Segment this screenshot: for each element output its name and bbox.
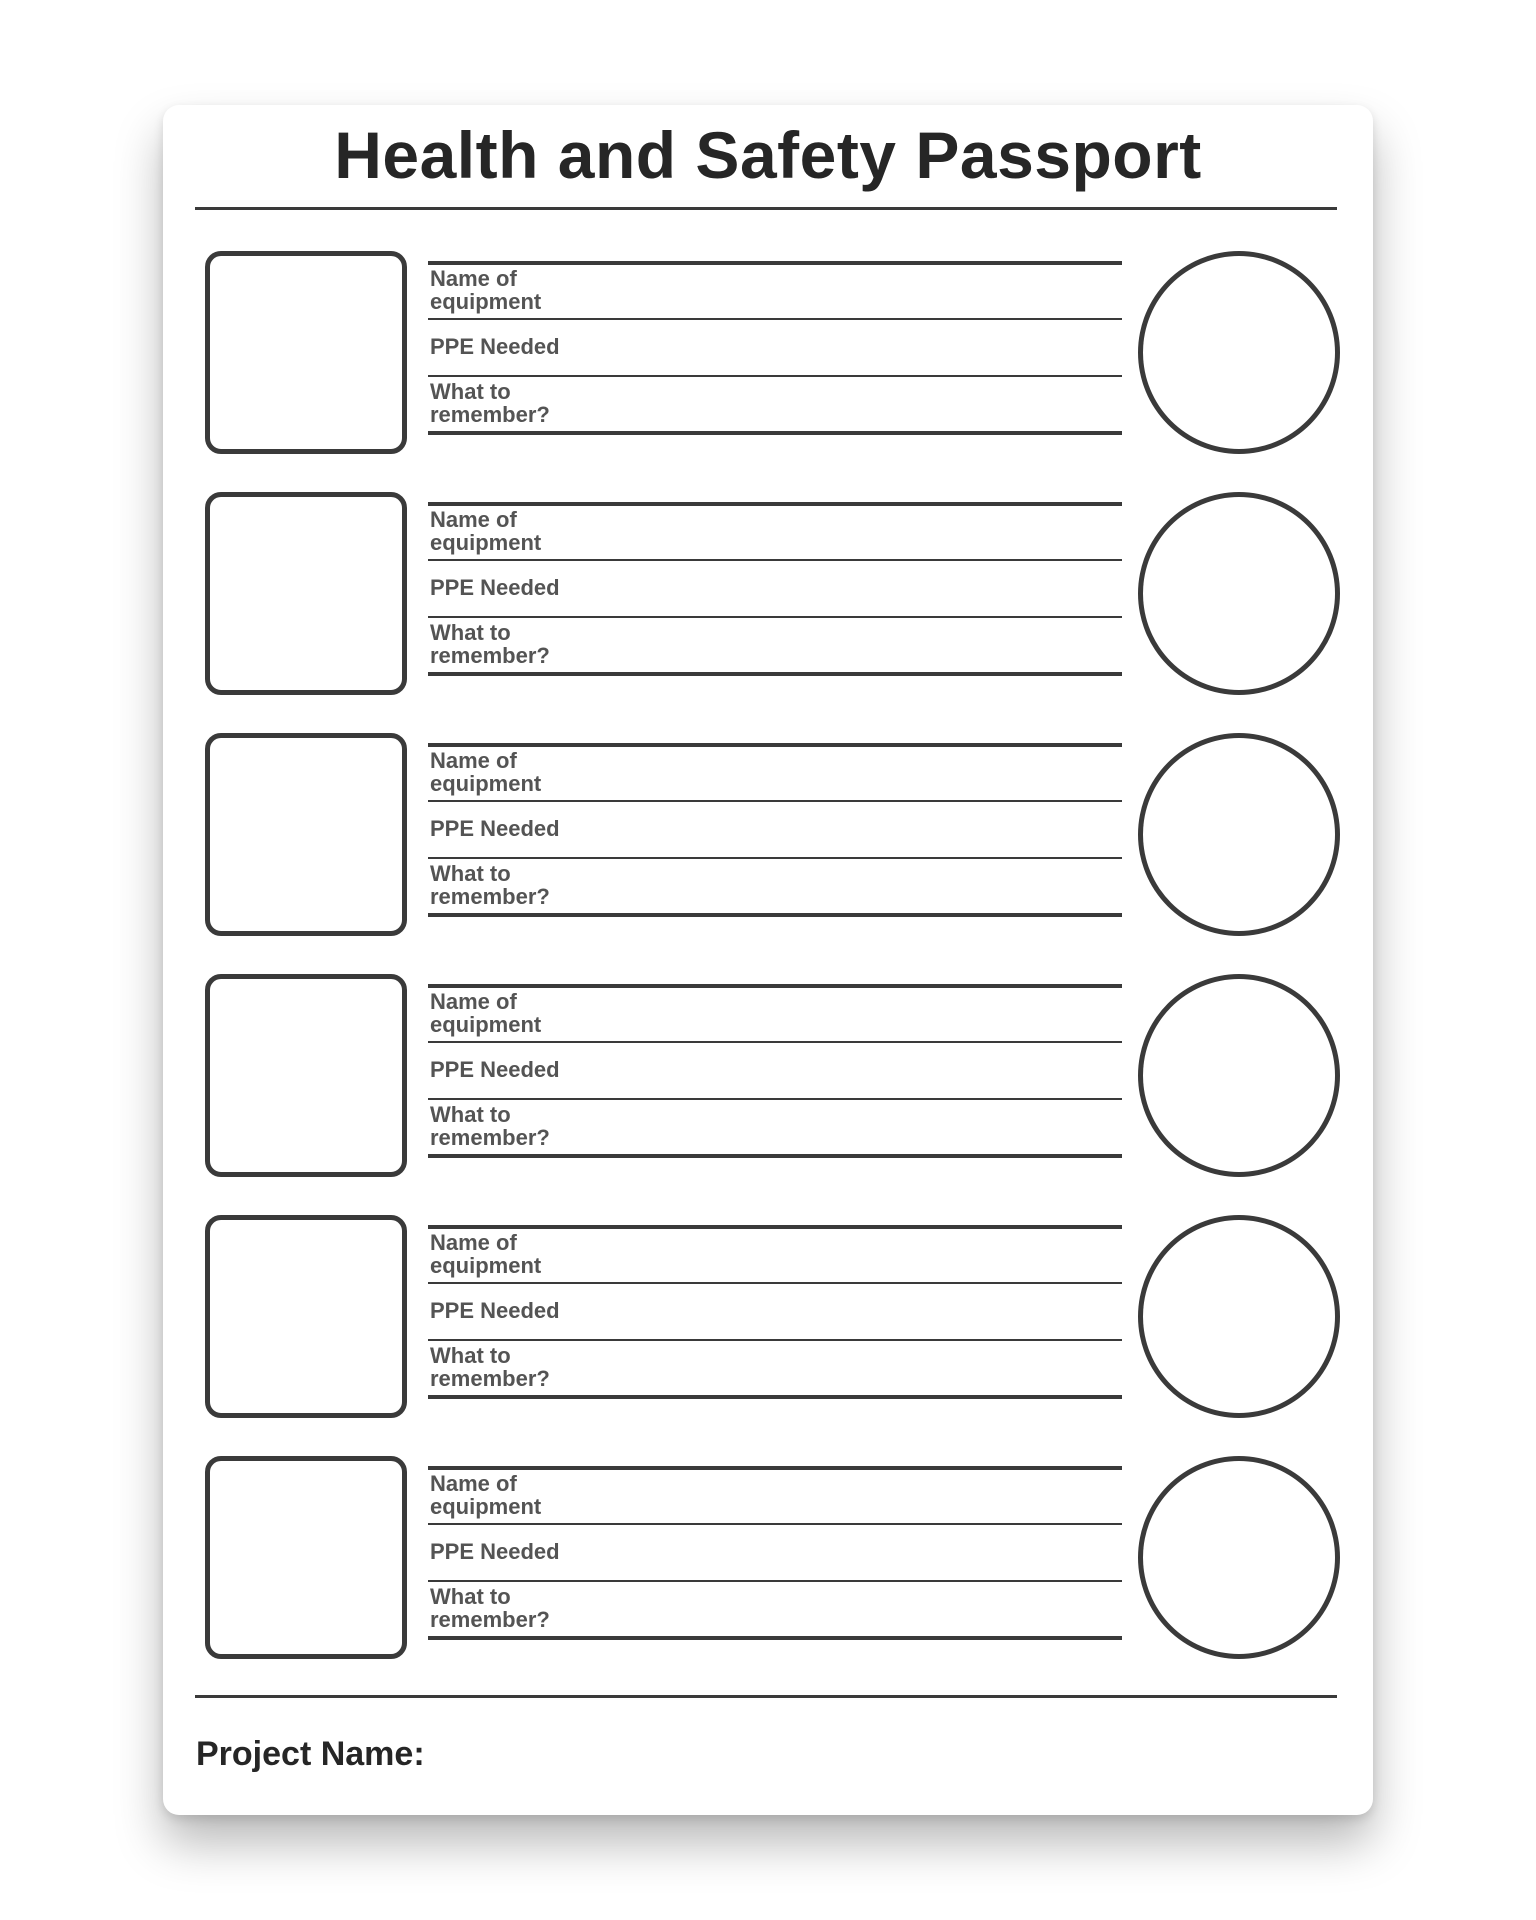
page-title: Health and Safety Passport xyxy=(334,118,1202,192)
field-line xyxy=(428,431,1122,435)
field-line xyxy=(428,984,1122,988)
field-line xyxy=(428,1636,1122,1640)
what-to-remember-label: What to remember? xyxy=(430,1343,550,1391)
entry-fields xyxy=(428,1466,1122,1640)
field-line xyxy=(428,672,1122,676)
title-divider xyxy=(195,207,1337,210)
ppe-needed-label: PPE Needed xyxy=(430,1057,560,1082)
field-line xyxy=(428,857,1122,859)
equipment-picture-box[interactable] xyxy=(205,974,407,1177)
field-line xyxy=(428,1339,1122,1341)
what-to-remember-label: What to remember? xyxy=(430,1584,550,1632)
sign-off-circle[interactable] xyxy=(1138,1215,1340,1418)
what-to-remember-label: What to remember? xyxy=(430,1102,550,1150)
equipment-entry xyxy=(163,251,1373,451)
equipment-name-label: Name of equipment xyxy=(430,507,542,555)
sign-off-circle[interactable] xyxy=(1138,492,1340,695)
ppe-needed-label: PPE Needed xyxy=(430,816,560,841)
equipment-entry xyxy=(163,492,1373,692)
passport-sheet xyxy=(163,105,1373,1815)
what-to-remember-label: What to remember? xyxy=(430,379,550,427)
footer-divider xyxy=(195,1695,1337,1698)
equipment-picture-box[interactable] xyxy=(205,1215,407,1418)
field-line xyxy=(428,1282,1122,1284)
field-line xyxy=(428,375,1122,377)
ppe-needed-label: PPE Needed xyxy=(430,575,560,600)
field-line xyxy=(428,1580,1122,1582)
sign-off-circle[interactable] xyxy=(1138,1456,1340,1659)
project-name-label: Project Name: xyxy=(196,1735,425,1773)
field-line xyxy=(428,1225,1122,1229)
what-to-remember-label: What to remember? xyxy=(430,620,550,668)
equipment-entry xyxy=(163,1215,1373,1415)
what-to-remember-label: What to remember? xyxy=(430,861,550,909)
equipment-name-label: Name of equipment xyxy=(430,989,542,1037)
field-line xyxy=(428,913,1122,917)
field-line xyxy=(428,261,1122,265)
field-line xyxy=(428,559,1122,561)
field-line xyxy=(428,1098,1122,1100)
field-line xyxy=(428,318,1122,320)
field-line xyxy=(428,743,1122,747)
equipment-entry xyxy=(163,974,1373,1174)
equipment-entry xyxy=(163,733,1373,933)
equipment-entry xyxy=(163,1456,1373,1656)
field-line xyxy=(428,800,1122,802)
field-line xyxy=(428,1041,1122,1043)
entry-fields xyxy=(428,502,1122,676)
entry-fields xyxy=(428,984,1122,1158)
ppe-needed-label: PPE Needed xyxy=(430,1298,560,1323)
sign-off-circle[interactable] xyxy=(1138,974,1340,1177)
entry-fields xyxy=(428,1225,1122,1399)
entry-fields xyxy=(428,743,1122,917)
equipment-name-label: Name of equipment xyxy=(430,266,542,314)
equipment-picture-box[interactable] xyxy=(205,733,407,936)
equipment-picture-box[interactable] xyxy=(205,492,407,695)
field-line xyxy=(428,502,1122,506)
ppe-needed-label: PPE Needed xyxy=(430,334,560,359)
field-line xyxy=(428,1154,1122,1158)
field-line xyxy=(428,1523,1122,1525)
equipment-name-label: Name of equipment xyxy=(430,1230,542,1278)
field-line xyxy=(428,1395,1122,1399)
sign-off-circle[interactable] xyxy=(1138,251,1340,454)
equipment-picture-box[interactable] xyxy=(205,1456,407,1659)
equipment-picture-box[interactable] xyxy=(205,251,407,454)
entry-fields xyxy=(428,261,1122,435)
field-line xyxy=(428,1466,1122,1470)
equipment-name-label: Name of equipment xyxy=(430,748,542,796)
equipment-name-label: Name of equipment xyxy=(430,1471,542,1519)
sign-off-circle[interactable] xyxy=(1138,733,1340,936)
ppe-needed-label: PPE Needed xyxy=(430,1539,560,1564)
field-line xyxy=(428,616,1122,618)
